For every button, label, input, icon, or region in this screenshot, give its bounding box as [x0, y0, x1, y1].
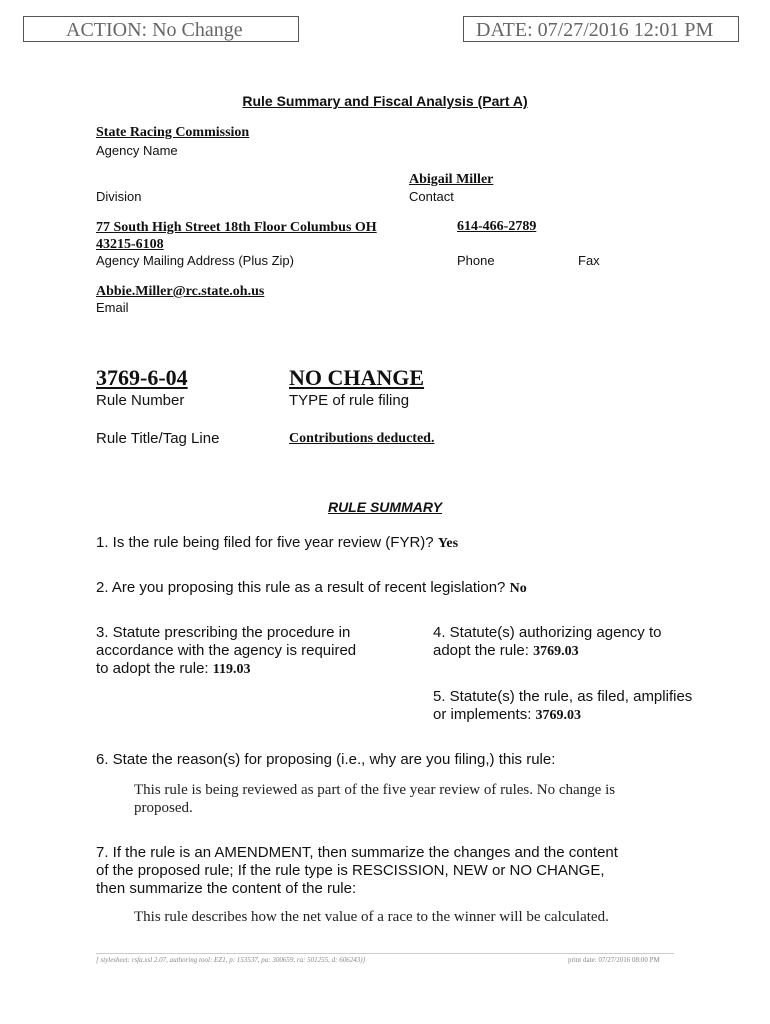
address-label: Agency Mailing Address (Plus Zip): [96, 253, 294, 268]
phone-label: Phone: [457, 253, 495, 268]
agency-name-label: Agency Name: [96, 143, 178, 158]
question-5-line2: or implements:: [433, 706, 532, 723]
question-1: [96, 534, 458, 553]
answer-6-line1: This rule is being reviewed as part of the five year review of rules. No change is: [134, 782, 616, 798]
rule-title-label: Rule Title/Tag Line: [96, 430, 220, 447]
question-5: [433, 688, 733, 725]
mailing-address-line2: 43215-6108: [96, 237, 164, 252]
rule-type: NO CHANGE: [289, 365, 425, 390]
answer-6: [134, 781, 615, 817]
rule-number-label: Rule Number: [96, 392, 185, 409]
mailing-address: [96, 219, 377, 253]
footer-print-date: print date: 07/27/2016 08:00 PM: [568, 956, 660, 964]
answer-1: Yes: [437, 536, 459, 551]
footer-stylesheet-info: [ stylesheet: rsfa.xsl 2.07, authoring tool: EZ1, p: 153537, pa: 300659, ra: 501255, d: 606243)]: [96, 956, 366, 964]
contact-name: Abigail Miller: [409, 172, 494, 187]
action-box: [23, 16, 299, 42]
question-7-line3: then summarize the content of the rule:: [96, 880, 357, 897]
email-label: Email: [96, 300, 129, 315]
action-text: ACTION: No Change: [66, 19, 243, 41]
phone-number: 614-466-2789: [457, 219, 537, 234]
answer-3: 119.03: [212, 662, 251, 677]
question-7-line2: of the proposed rule; If the rule type is RESCISSION, NEW or NO CHANGE,: [96, 862, 605, 879]
rule-type-label: TYPE of rule filing: [289, 392, 410, 409]
fax-label: Fax: [578, 253, 600, 268]
question-3-line1: 3. Statute prescribing the procedure in: [96, 624, 351, 641]
agency-name: State Racing Commission: [96, 125, 250, 140]
answer-4: 3769.03: [533, 644, 579, 659]
question-7: [96, 844, 618, 898]
question-6: 6. State the reason(s) for proposing (i.e., why are you filing,) this rule:: [96, 751, 556, 768]
question-3-line3: to adopt the rule:: [96, 660, 209, 677]
question-4-line1: 4. Statute(s) authorizing agency to: [433, 624, 662, 641]
question-3: [96, 624, 396, 679]
division-label: Division: [96, 189, 142, 204]
rule-summary-heading: RULE SUMMARY: [327, 499, 443, 515]
question-4: [433, 624, 733, 661]
question-3-line2: accordance with the agency is required: [96, 642, 357, 659]
question-5-line1: 5. Statute(s) the rule, as filed, amplifies: [433, 688, 693, 705]
question-2: [96, 579, 527, 598]
answer-5: 3769.03: [535, 708, 582, 723]
question-2-text: 2. Are you proposing this rule as a result of recent legislation?: [96, 579, 506, 596]
rule-number: 3769-6-04: [96, 365, 188, 390]
rule-title: Contributions deducted.: [289, 431, 435, 446]
footer-divider: [96, 953, 674, 954]
email-address: Abbie.Miller@rc.state.oh.us: [96, 284, 265, 299]
answer-7: This rule describes how the net value of a race to the winner will be calculated.: [134, 909, 609, 925]
date-text: DATE: 07/27/2016 12:01 PM: [476, 19, 714, 41]
question-7-line1: 7. If the rule is an AMENDMENT, then summarize the changes and the content: [96, 844, 618, 861]
answer-2: No: [509, 581, 527, 596]
answer-6-line2: proposed.: [134, 800, 193, 816]
page-title: Rule Summary and Fiscal Analysis (Part A): [242, 93, 528, 109]
mailing-address-line1: 77 South High Street 18th Floor Columbus OH: [96, 220, 377, 235]
question-1-text: 1. Is the rule being filed for five year review (FYR)?: [96, 534, 434, 551]
question-4-line2: adopt the rule:: [433, 642, 529, 659]
date-box: [463, 16, 739, 42]
contact-label: Contact: [409, 189, 454, 204]
